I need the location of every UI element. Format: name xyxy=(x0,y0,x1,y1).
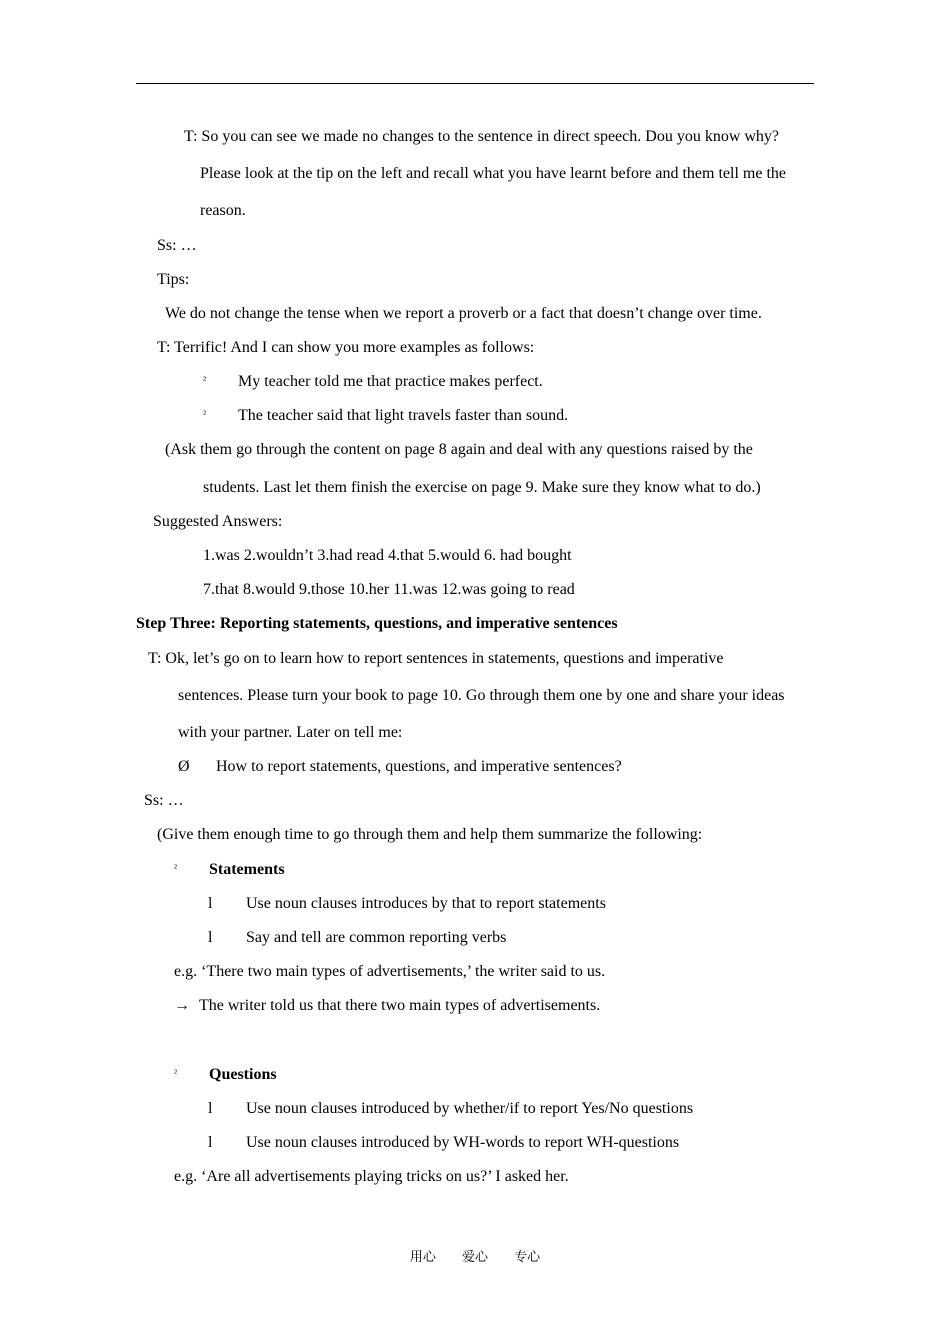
statements-heading: Statements xyxy=(209,861,285,878)
teacher-line-1b: Please look at the tip on the left and recall what you have learnt before and them tell me the xyxy=(200,165,787,182)
footer-text-3: 专心 xyxy=(514,1250,541,1265)
example-statement: e.g. ‘There two main types of advertisements,’ the writer said to us. xyxy=(174,963,606,980)
instruction-1: (Ask them go through the content on page 8 again and deal with any questions raised by the xyxy=(165,441,753,458)
instruction-2: students. Last let them finish the exercise on page 9. Make sure they know what to do.) xyxy=(203,479,761,496)
page-footer xyxy=(0,1248,950,1268)
l-bullet-2: l xyxy=(208,929,213,946)
question-prompt: How to report statements, questions, and imperative sentences? xyxy=(216,758,622,775)
l-bullet-3: l xyxy=(208,1100,213,1117)
answers-row-1: 1.was 2.wouldn’t 3.had read 4.that 5.would 6. had bought xyxy=(203,547,572,564)
bullet-sup-4: ² xyxy=(174,1068,177,1079)
teacher-line-1c: reason. xyxy=(200,202,246,219)
tips-text: We do not change the tense when we report a proverb or a fact that doesn’t change over time. xyxy=(165,305,762,322)
bullet-sup-3: ² xyxy=(174,863,177,874)
example-1: My teacher told me that practice makes perfect. xyxy=(238,373,543,390)
footer-text-1: 用心 xyxy=(409,1250,436,1265)
questions-heading: Questions xyxy=(209,1066,277,1083)
students-reply-1: Ss: … xyxy=(157,237,197,254)
header-rule xyxy=(136,83,814,84)
tips-label: Tips: xyxy=(157,271,190,288)
bullet-sup-1: ² xyxy=(203,375,206,386)
statements-point-1: Use noun clauses introduces by that to report statements xyxy=(246,895,606,912)
example-question: e.g. ‘Are all advertisements playing tricks on us?’ I asked her. xyxy=(174,1168,569,1185)
teacher-line-3a: T: Ok, let’s go on to learn how to report sentences in statements, questions and imperative xyxy=(148,650,724,667)
teacher-line-3b: sentences. Please turn your book to page 10. Go through them one by one and share your ideas xyxy=(178,687,785,704)
statements-point-2: Say and tell are common reporting verbs xyxy=(246,929,507,946)
step-three-heading: Step Three: Reporting statements, questions, and imperative sentences xyxy=(136,615,618,632)
questions-point-1: Use noun clauses introduced by whether/if to report Yes/No questions xyxy=(246,1100,694,1117)
questions-point-2: Use noun clauses introduced by WH-words to report WH-questions xyxy=(246,1134,680,1151)
o-bullet: Ø xyxy=(178,758,190,775)
answers-row-2: 7.that 8.would 9.those 10.her 11.was 12.was going to read xyxy=(203,581,575,598)
teacher-line-1: T: So you can see we made no changes to the sentence in direct speech. Dou you know why? xyxy=(184,128,780,145)
reported-statement: The writer told us that there two main types of advertisements. xyxy=(199,997,601,1014)
arrow-icon: → xyxy=(174,997,190,1014)
teacher-line-2: T: Terrific! And I can show you more examples as follows: xyxy=(157,339,535,356)
summary-instruction: (Give them enough time to go through them and help them summarize the following: xyxy=(157,826,703,843)
students-reply-2: Ss: … xyxy=(144,792,184,809)
l-bullet-4: l xyxy=(208,1134,213,1151)
example-2: The teacher said that light travels faster than sound. xyxy=(238,407,569,424)
suggested-answers-label: Suggested Answers: xyxy=(153,513,283,530)
bullet-sup-2: ² xyxy=(203,409,206,420)
l-bullet-1: l xyxy=(208,895,213,912)
teacher-line-3c: with your partner. Later on tell me: xyxy=(178,724,403,741)
footer-text-2: 爱心 xyxy=(461,1250,488,1265)
